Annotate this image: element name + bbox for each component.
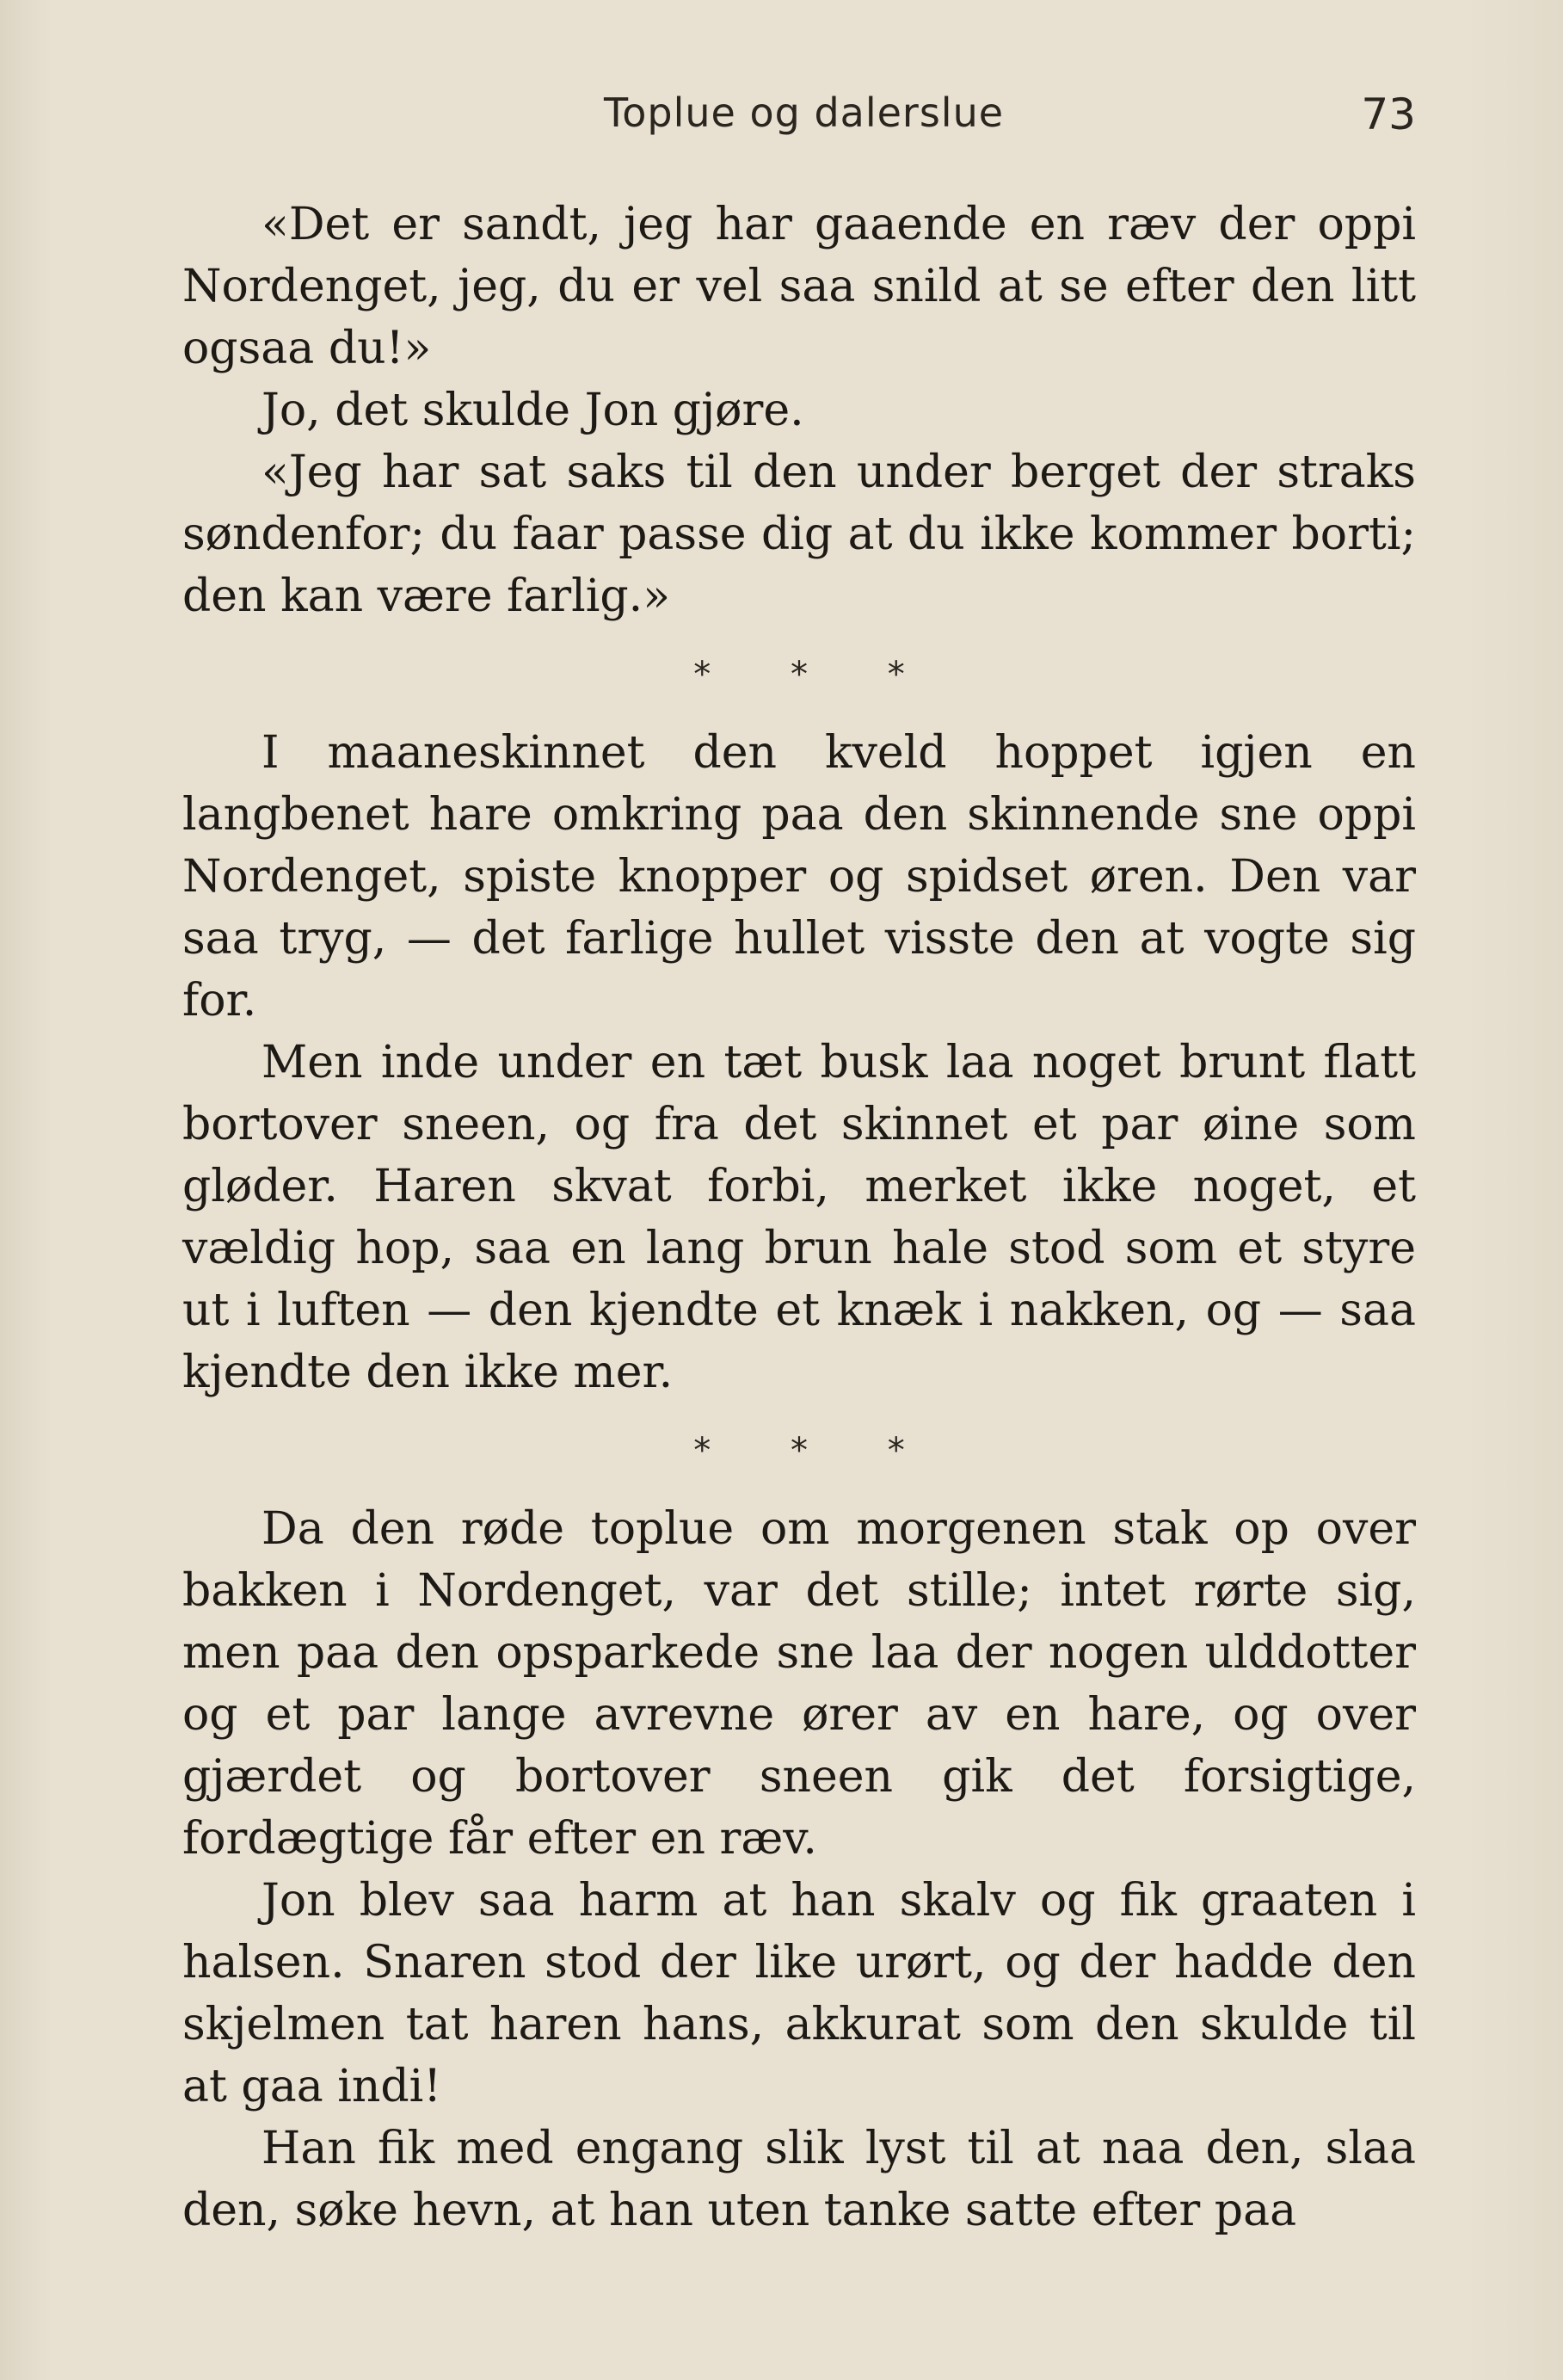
- page-number: 73: [1361, 89, 1416, 139]
- paragraph: «Jeg har sat saks til den under berget der straks søndenfor; du faar passe dig at du ikke kommer borti; den kan være farlig.»: [182, 447, 1416, 622]
- paragraph: Jon blev saa harm at han skalv og fik graaten i halsen. Snaren stod der like urørt, og der hadde den skjelmen tat haren hans, akkurat som den skulde til at gaa indi!: [182, 1875, 1416, 2112]
- page-header: [182, 89, 1416, 150]
- paragraph: Han fik med engang slik lyst til at naa den, slaa den, søke hevn, at han uten tanke satte efter paa: [182, 2123, 1416, 2236]
- section-separator: * * *: [693, 1431, 905, 1471]
- running-title: Toplue og dalerslue: [604, 89, 1005, 136]
- section-separator: * * *: [693, 655, 905, 694]
- paragraph: Jo, det skulde Jon gjøre.: [262, 385, 804, 436]
- paragraph: Men inde under en tæt busk laa noget brunt flatt bortover sneen, og fra det skinnet et par øine som gløder. Haren skvat forbi, merket ikke noget, et vældig hop, saa en lang brun hale stod som et styre ut i luften — den kjendte et knæk i nakken, og — saa kjendte den ikke mer.: [182, 1037, 1416, 1398]
- paragraph: «Det er sandt, jeg har gaaende en ræv der oppi Nordenget, jeg, du er vel saa snild at se efter den litt ogsaa du!»: [182, 199, 1416, 374]
- paragraph: I maaneskinnet den kveld hoppet igjen en langbenet hare omkring paa den skinnende sne oppi Nordenget, spiste knopper og spidset øren. Den var saa tryg, — det farlige hullet visste den at vogte sig for.: [182, 727, 1416, 1027]
- page-body: [182, 194, 1416, 2241]
- paragraph: Da den røde toplue om morgenen stak op over bakken i Nordenget, var det stille; intet rørte sig, men paa den opsparkede sne laa der nogen ulddotter og et par lange avrevne ører av en hare, og over gjærdet og bortover sneen gik det forsigtige, fordægtige får efter en ræv.: [182, 1503, 1416, 1865]
